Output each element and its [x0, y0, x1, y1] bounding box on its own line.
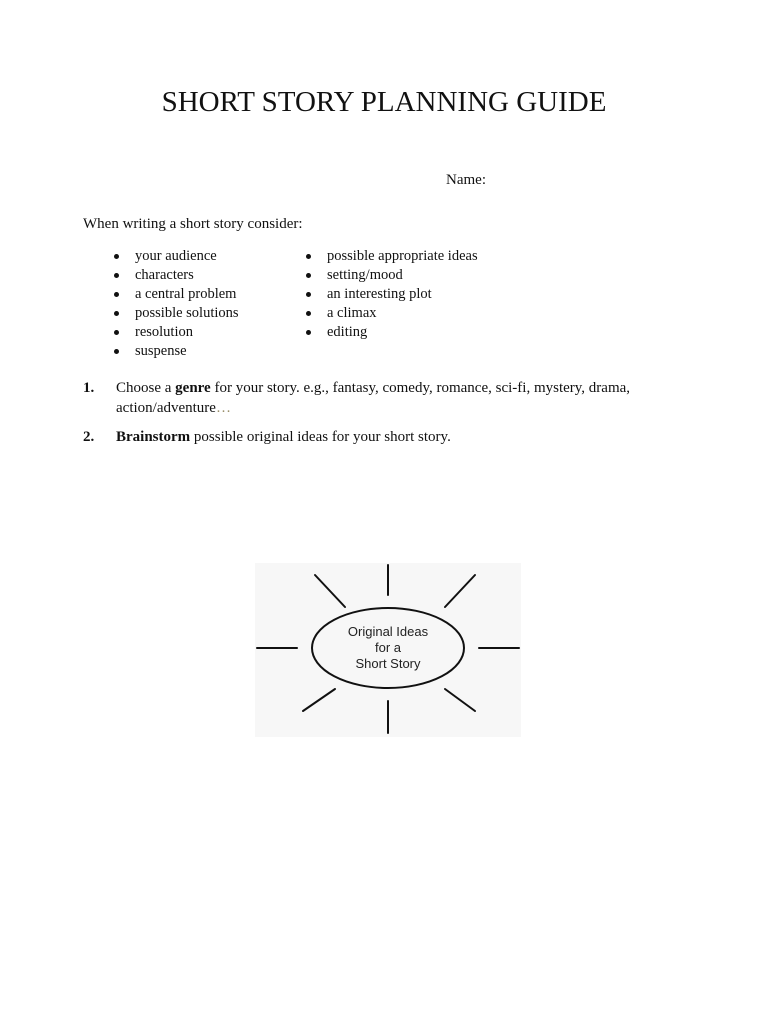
list-item: setting/mood [304, 266, 478, 285]
list-item: an interesting plot [304, 285, 478, 304]
list-item: a central problem [112, 285, 239, 304]
bullet-icon [306, 311, 311, 316]
intro-text: When writing a short story consider: [83, 216, 303, 232]
step-text: Choose a genre for your story. e.g., fantasy, comedy, romance, sci-fi, mystery, drama, action/adventure… [116, 380, 631, 416]
brainstorm-sun-diagram [255, 563, 521, 737]
oval-label-line-2: for a [374, 640, 402, 655]
bullet-icon [114, 254, 119, 259]
consider-list-right [304, 247, 478, 342]
step-text: Brainstorm possible original ideas for your short story. [116, 429, 451, 445]
list-item: possible solutions [112, 304, 239, 323]
page-title: SHORT STORY PLANNING GUIDE [161, 86, 607, 118]
bullet-icon [306, 273, 311, 278]
oval-label-line-1: Original Ideas [347, 624, 429, 639]
bullet-icon [114, 330, 119, 335]
name-colon: : [481, 172, 486, 188]
bullet-icon [114, 273, 119, 278]
bullet-icon [306, 330, 311, 335]
ellipsis: … [215, 400, 231, 416]
name-label: Name [446, 172, 482, 188]
brainstorm-diagram [255, 563, 521, 737]
step-number: 1. [83, 380, 95, 396]
list-item: editing [304, 323, 478, 342]
step-keyword: Brainstorm [116, 429, 191, 445]
list-item: your audience [112, 247, 239, 266]
consider-list-left [112, 247, 239, 361]
list-item: a climax [304, 304, 478, 323]
oval-label-line-3: Short Story [355, 656, 421, 671]
list-item: possible appropriate ideas [304, 247, 478, 266]
list-item: suspense [112, 342, 239, 361]
step-keyword: genre [175, 380, 211, 396]
bullet-icon [306, 254, 311, 259]
bullet-icon [114, 349, 119, 354]
bullet-icon [114, 292, 119, 297]
bullet-icon [114, 311, 119, 316]
bullet-icon [306, 292, 311, 297]
list-item: resolution [112, 323, 239, 342]
step-number: 2. [83, 429, 95, 445]
name-field [446, 172, 486, 189]
list-item: characters [112, 266, 239, 285]
